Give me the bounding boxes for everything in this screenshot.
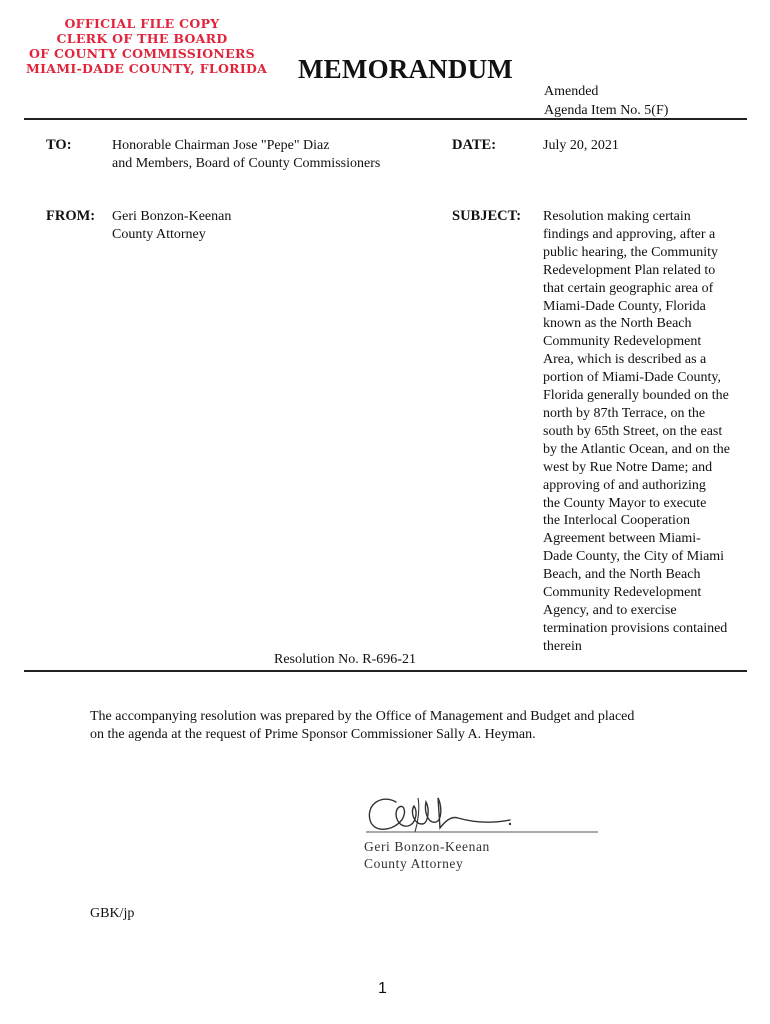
stamp-line-3: OF COUNTY COMMISSIONERS	[29, 46, 255, 61]
stamp-line-4: MIAMI-DADE COUNTY, FLORIDA	[26, 61, 268, 76]
date-label: DATE:	[452, 137, 497, 153]
typist-initials: GBK/jp	[90, 906, 135, 921]
from-label: FROM:	[46, 208, 96, 224]
from-line-2: County Attorney	[112, 227, 206, 242]
signer-title: County Attorney	[364, 856, 464, 871]
subject-text: Resolution making certain findings and approving, after a public hearing, the Community Redevelopment Plan related to that certain geographic area of Miami-Dade County, Florida known as the North Beach Community Redevelopment Area, which is described as a portion of Miami-Dade County, Florida generally bounded on the north by 87th Terrace, on the south by 65th Street, on the east by the Atlantic Ocean, and on the west by Rue Notre Dame; and approving of and authorizing the County Mayor to execute the Interlocal Cooperation Agreement between Miami- Dade County, the City of Miami Beach, and the North Beach Community Redevelopment Agency, and to exercise termination provisions contained therein	[543, 209, 730, 654]
date-value: July 20, 2021	[543, 138, 619, 153]
signature-block	[364, 838, 490, 872]
stamp-line-1: OFFICIAL FILE COPY	[64, 16, 220, 31]
header-divider	[24, 118, 747, 120]
stamp-line-2: CLERK OF THE BOARD	[56, 31, 228, 46]
from-line-1: Geri Bonzon-Keenan	[112, 209, 232, 224]
official-file-copy-stamp	[26, 16, 268, 76]
agenda-item-block	[544, 82, 668, 120]
subject-divider	[24, 670, 747, 672]
to-label: TO:	[46, 137, 72, 153]
page-title: MEMORANDUM	[298, 54, 513, 84]
amended-label: Amended	[544, 84, 599, 99]
memo-body: The accompanying resolution was prepared by the Office of Management and Budget and placed on the agenda at the request of Prime Sponsor Commissioner Sally A. Heyman.	[90, 709, 635, 742]
signer-name: Geri Bonzon-Keenan	[364, 839, 490, 854]
to-recipient	[112, 137, 380, 173]
from-sender	[112, 208, 231, 244]
subject-label: SUBJECT:	[452, 208, 522, 224]
resolution-number: Resolution No. R-696-21	[274, 652, 416, 667]
page-number: 1	[378, 980, 387, 997]
to-line-2: and Members, Board of County Commissioners	[112, 156, 381, 171]
agenda-item-number: Agenda Item No. 5(F)	[544, 103, 669, 118]
to-line-1: Honorable Chairman Jose "Pepe" Diaz	[112, 138, 330, 153]
